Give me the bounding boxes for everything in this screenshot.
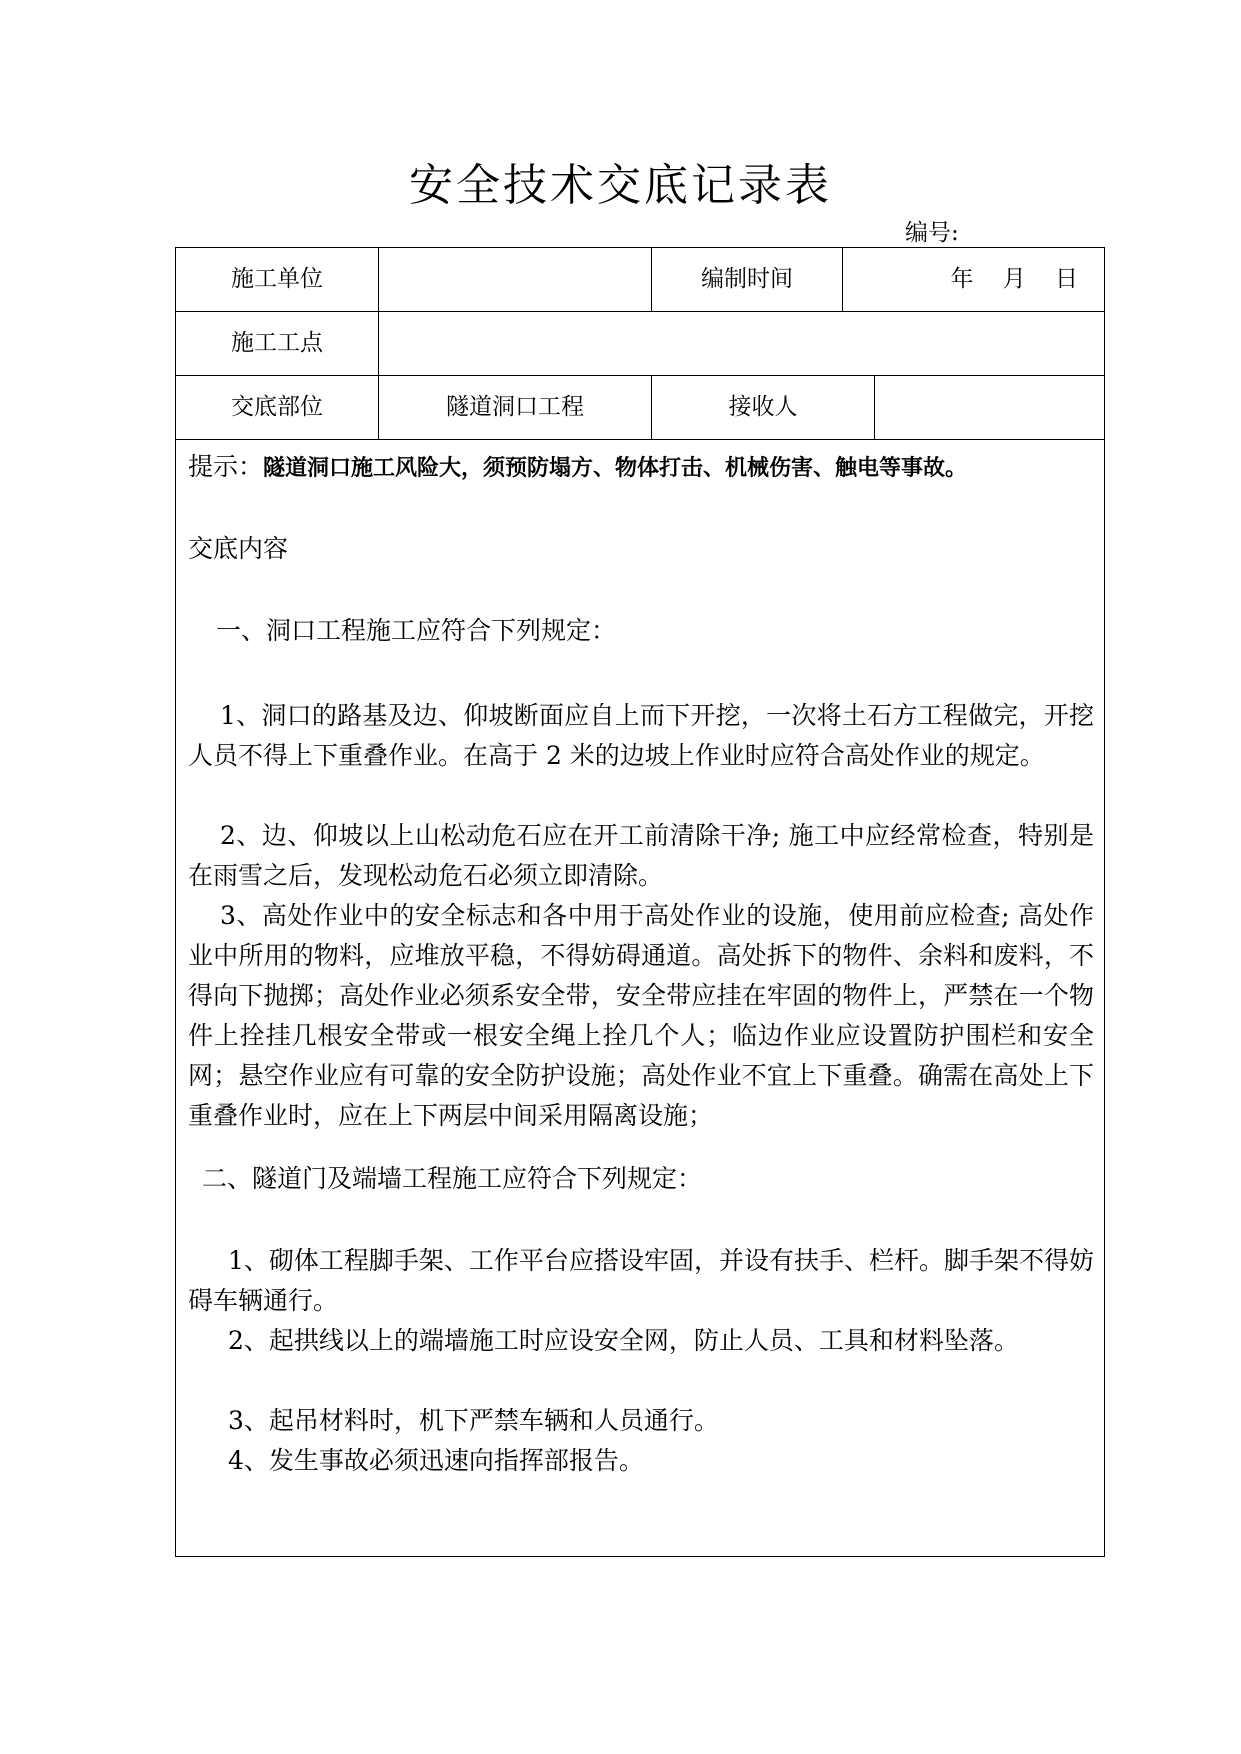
hint-label: 提示： — [188, 452, 264, 481]
date-label: 编制时间 — [652, 248, 843, 311]
section-2-item-3: 3、起吊材料时，机下严禁车辆和人员通行。 — [228, 1406, 719, 1435]
site-field[interactable] — [379, 312, 1104, 375]
hint-text: 隧道洞口施工风险大，须预防塌方、物体打击、机械伤害、触电等事故。 — [263, 456, 968, 481]
form-row-unit — [176, 248, 1104, 312]
receiver-field[interactable] — [875, 376, 1104, 439]
unit-label: 施工单位 — [176, 248, 379, 311]
section-2-item-1: 1、砌体工程脚手架、工作平台应搭设牢固，并设有扶手、栏杆。脚手架不得妨碍车辆通行。 — [188, 1246, 1094, 1315]
section-1-item-3: 3、高处作业中的安全标志和各中用于高处作业的设施，使用前应检查; 高处作业中所用的物料，应堆放平稳，不得妨碍通道。高处拆下的物件、余料和废料，不得向下抛掷；高处作业必须系安全带，安全带应挂在牢固的物件上，严禁在一个物件上拴挂几根安全带或一根安全绳上拴几个人；临边作业应设置防护围栏和安全网；悬空作业应有可靠的安全防护设施；高处作业不宜上下重叠。确需在高处上下重叠作业时，应在上下两层中间采用隔离设施； — [188, 901, 1094, 1130]
form-row-site — [176, 312, 1104, 376]
content-heading: 交底内容 — [188, 534, 289, 563]
section-2-heading: 二、隧道门及端墙工程施工应符合下列规定： — [202, 1164, 703, 1193]
part-label: 交底部位 — [176, 376, 379, 439]
unit-field[interactable] — [379, 248, 652, 311]
section-1-heading: 一、洞口工程施工应符合下列规定： — [216, 616, 617, 645]
form-row-part — [176, 376, 1104, 440]
document-number-label: 编号: — [905, 220, 959, 246]
date-field[interactable]: 年 月 日 — [950, 266, 1078, 292]
section-2-item-4: 4、发生事故必须迅速向指挥部报告。 — [228, 1446, 644, 1475]
section-1-item-1: 1、洞口的路基及边、仰坡断面应自上而下开挖，一次将土石方工程做完，开挖人员不得上下重叠作业。在高于 2 米的边坡上作业时应符合高处作业的规定。 — [188, 701, 1094, 770]
part-field[interactable]: 隧道洞口工程 — [379, 376, 652, 439]
section-2-item-2: 2、起拱线以上的端墙施工时应设安全网，防止人员、工具和材料坠落。 — [228, 1326, 1019, 1355]
record-form — [175, 247, 1105, 1557]
site-label: 施工工点 — [176, 312, 379, 375]
hint-line — [188, 449, 967, 487]
section-1-item-2: 2、边、仰坡以上山松动危石应在开工前清除干净; 施工中应经常检查，特别是在雨雪之后，发现松动危石必须立即清除。 — [188, 821, 1094, 890]
receiver-label: 接收人 — [652, 376, 875, 439]
page-title: 安全技术交底记录表 — [409, 160, 832, 211]
